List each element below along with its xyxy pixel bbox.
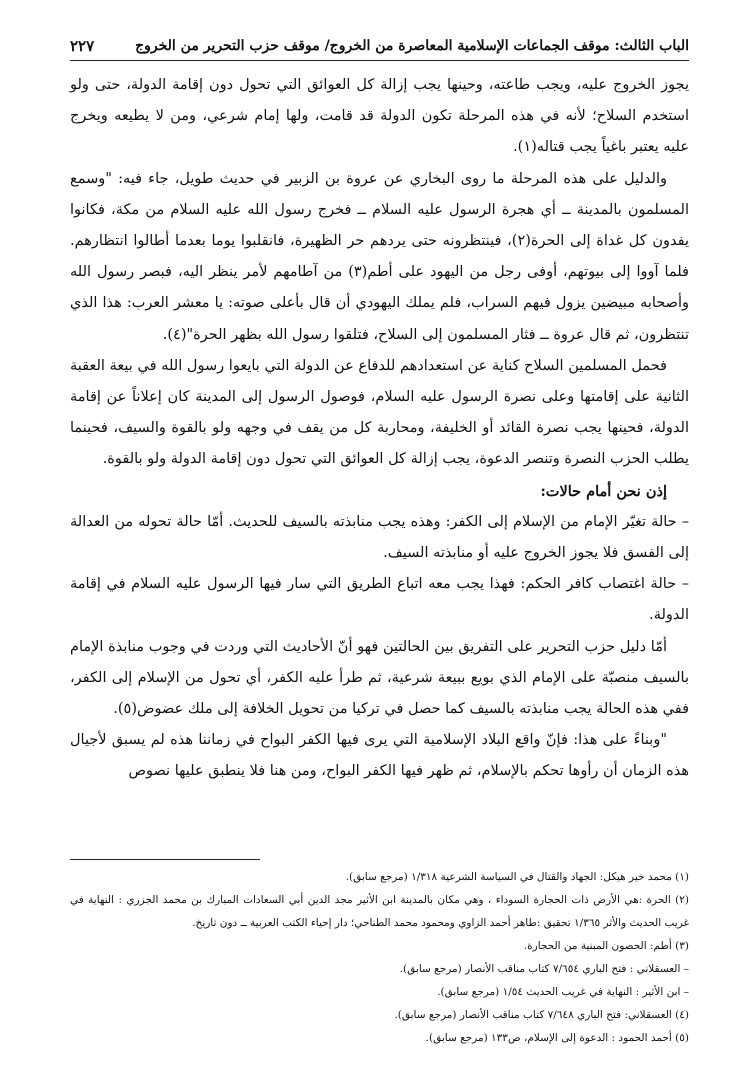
footnote: – العسقلاني : فتح الباري ٧/٦٥٤ كتاب مناقب الأنصار (مرجع سابق). <box>399 963 689 975</box>
list-item: – حالة تغيّر الإمام من الإسلام إلى الكفر: وهذه يجب منابذته بالسيف للحديث. أمّا حالة تحوله من العدالة إلى الفسق فلا يجوز الخروج عليه أو منابذته السيف. <box>70 513 689 562</box>
footnote: (٤) العسقلاني: فتح الباري ٧/٦٤٨ كتاب مناقب الأنصار (مرجع سابق). <box>394 1009 689 1021</box>
paragraph: أمّا دليل حزب التحرير على التفريق بين الحالتين فهو أنّ الأحاديث التي وردت في وجوب منابذة الإمام بالسيف منصبّة على الإمام الذي بويع ببيعة شرعية، ثم طرأ عليه الكفر، أي تحول من الإسلام إلى الكفر، ففي هذه الحالة يجب منابذته بالسيف كما حصل في تركيا من تحويل الخلافة إلى ملك عضوض(٥). <box>70 638 689 718</box>
footnotes <box>70 866 689 1050</box>
body-text <box>70 70 689 788</box>
paragraph: فحمل المسلمين السلاح كناية عن استعدادهم للدفاع عن الدولة التي بايعوا رسول الله في بيعة العقبة الثانية على إقامتها وعلى نصرة الرسول عليه السلام، فوصول الرسول إلى المدينة كان إعلاناً عن إقامة الدولة، فحينها يجب نصرة القائد أو الخليفة، ومحاربة كل من يقف في وجهه ولو بالقوة والسيف، فحينما يطلب الحزب النصرة وتنصر الدعوة، يجب إزالة كل العوائق التي تحول دون إقامة الدولة ولو بالقوة. <box>70 357 689 468</box>
footnote: (١) محمد خير هيكل: الجهاد والقتال في السياسة الشرعية ١/٣١٨ (مرجع سابق). <box>345 871 689 883</box>
paragraph: "وبناءً على هذا: فإنّ واقع البلاد الإسلامية التي يرى فيها الكفر البواح في زماننا هذه لم يسبق لأجيال هذه الزمان أن رأوها تحكم بالإسلام، ثم ظهر فيها الكفر البواح، ومن هنا فلا ينطبق عليها نصوص <box>70 732 689 780</box>
running-header <box>70 32 689 60</box>
footnote-rule <box>70 859 260 860</box>
header-title: الباب الثالث: موقف الجماعات الإسلامية المعاصرة من الخروج/ موقف حزب التحرير من الخروج <box>135 38 689 54</box>
paragraph: يجوز الخروج عليه، ويجب طاعته، وحينها يجب إزالة كل العوائق التي تحول دون إقامة الدولة، حتى ولو استخدم السلاح؛ لأنه في هذه المرحلة تكون الدولة قد قامت، ولها إمام شرعي، ومن لا يطيعه ويخرج عليه يعتبر باغياً يجب قتاله(١). <box>70 77 689 156</box>
footnote: (٢) الحرة :هي الأرض ذات الحجارة السوداء ، وهي مكان بالمدينة ابن الأثير مجد الدين أبي السعادات المبارك بن محمد الجزري : النهاية في غريب الحديث والأثر ١/٣٦٥ تحقيق :طاهر أحمد الزاوي ومحمود محمد الطناحي؛ دار إحياء الكتب العربية ــ دون تاريخ. <box>70 894 689 929</box>
footnote: (٥) أحمد الحمود : الدعوة إلى الإسلام، ص١٣٣ (مرجع سابق). <box>425 1032 689 1044</box>
header-rule <box>70 60 689 61</box>
section-heading: إذن نحن أمام حالات: <box>540 482 667 500</box>
page-number: ٢٢٧ <box>70 37 95 55</box>
list-item: – حالة اغتصاب كافر الحكم: فهذا يجب معه اتباع الطريق التي سار فيها الرسول عليه السلام في إقامة الدولة. <box>70 576 689 624</box>
paragraph: والدليل على هذه المرحلة ما روى البخاري عن عروة بن الزبير في حديث طويل، جاء فيه: "وسمع المسلمون بالمدينة ــ أي هجرة الرسول عليه السلام ــ فخرج رسول الله عليه السلام من مكة، فكانوا يفدون كل غداة إلى الحرة(٢)، فينتظرونه حتى يردهم حر الظهيرة، فانقلبوا يوما بعدما أطالوا انتظارهم. فلما آووا إلى بيوتهم، أوفى رجل من اليهود على أطم(٣) من آطامهم لأمر ينظر اليه، فبصر رسول الله وأصحابه مبيضين يزول فيهم السراب، فلم يملك اليهودي أن قال بأعلى صوته: يا معشر العرب: هذا الذي تنتظرون، ثم قال عروة ــ فثار المسلمون إلى السلاح، فتلقوا رسول الله بظهر الحرة"(٤). <box>70 170 689 343</box>
footnote: (٣) أطم: الحصون المبنية من الحجارة. <box>523 940 689 952</box>
footnote: – ابن الأثير : النهاية في غريب الحديث ١/٥٤ (مرجع سابق). <box>437 986 689 998</box>
